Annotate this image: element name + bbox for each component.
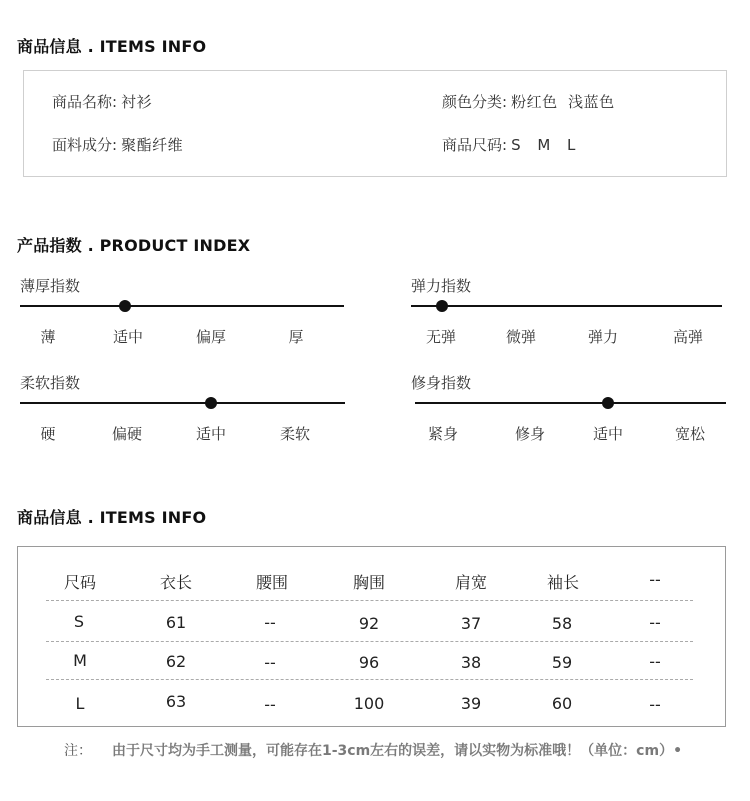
item-name-value: 衬衫 xyxy=(121,93,153,111)
item-material xyxy=(52,134,183,155)
table-divider xyxy=(46,641,693,642)
section-title-size-info: 商品信息 . ITEMS INFO xyxy=(17,508,207,527)
thickness-tick: 适中 xyxy=(112,328,144,346)
fit-tick: 紧身 xyxy=(427,425,459,443)
table-cell: -- xyxy=(649,652,661,671)
size-table-header: 胸围 xyxy=(352,573,386,592)
softness-index-label: 柔软指数 xyxy=(20,374,81,392)
thickness-index-knob xyxy=(119,300,131,312)
table-cell: 38 xyxy=(460,653,482,672)
item-material-label: 面料成分: xyxy=(52,136,118,154)
item-color-label: 颜色分类: xyxy=(442,93,508,111)
fit-tick: 适中 xyxy=(592,425,624,443)
table-cell: -- xyxy=(264,695,276,714)
size-table-header: -- xyxy=(649,570,661,589)
item-name-label: 商品名称: xyxy=(52,93,118,111)
size-table-header: 衣长 xyxy=(159,573,193,592)
table-cell: 61 xyxy=(165,613,187,632)
size-table-header: 袖长 xyxy=(546,573,580,592)
softness-index-knob xyxy=(205,397,217,409)
size-table-header: 尺码 xyxy=(63,573,97,592)
table-cell: -- xyxy=(649,695,661,714)
size-table-header: 肩宽 xyxy=(454,573,488,592)
item-size-label: 商品尺码: xyxy=(442,136,508,154)
softness-tick: 适中 xyxy=(195,425,227,443)
table-cell: 60 xyxy=(551,694,573,713)
thickness-tick: 厚 xyxy=(288,328,304,346)
section-title-product-index: 产品指数 . PRODUCT INDEX xyxy=(17,236,251,255)
note-text: 由于尺寸均为手工测量，可能存在1-3cm左右的误差，请以实物为标准哦！（单位：cm）• xyxy=(112,743,683,759)
thickness-index-label: 薄厚指数 xyxy=(20,277,81,295)
fit-tick: 宽松 xyxy=(674,425,706,443)
fit-tick: 修身 xyxy=(514,425,546,443)
softness-tick: 柔软 xyxy=(279,425,311,443)
elasticity-tick: 无弹 xyxy=(425,328,457,346)
item-color-value: 粉红色 浅蓝色 xyxy=(511,93,615,111)
section-title-items-info: 商品信息 . ITEMS INFO xyxy=(17,37,207,56)
table-cell: 39 xyxy=(460,694,482,713)
table-cell: 100 xyxy=(353,694,385,713)
item-material-value: 聚酯纤维 xyxy=(121,136,184,154)
table-divider xyxy=(46,679,693,680)
elasticity-tick: 弹力 xyxy=(587,328,619,346)
table-cell-size: M xyxy=(73,651,87,670)
elasticity-index-track xyxy=(411,305,722,307)
table-cell: 63 xyxy=(165,692,187,711)
table-cell: 58 xyxy=(551,614,573,633)
table-divider xyxy=(46,600,693,601)
item-size-value: S M L xyxy=(511,136,582,154)
thickness-tick: 偏厚 xyxy=(195,328,227,346)
item-info-box xyxy=(23,70,727,177)
table-cell: 37 xyxy=(460,614,482,633)
table-cell-size: S xyxy=(73,612,85,631)
thickness-index-track xyxy=(20,305,344,307)
item-name xyxy=(52,91,152,112)
fit-index-label: 修身指数 xyxy=(411,374,472,392)
thickness-tick: 薄 xyxy=(40,328,56,346)
table-cell: -- xyxy=(264,613,276,632)
elasticity-index-knob xyxy=(436,300,448,312)
note-label: 注： xyxy=(64,743,92,759)
table-cell-size: L xyxy=(75,694,85,713)
elasticity-tick: 微弹 xyxy=(505,328,537,346)
table-cell: 92 xyxy=(358,614,380,633)
item-size xyxy=(442,134,581,155)
size-table-header: 腰围 xyxy=(255,573,289,592)
table-cell: 96 xyxy=(358,653,380,672)
softness-tick: 硬 xyxy=(40,425,56,443)
table-cell: -- xyxy=(264,653,276,672)
softness-tick: 偏硬 xyxy=(111,425,143,443)
table-cell: 59 xyxy=(551,653,573,672)
fit-index-knob xyxy=(602,397,614,409)
table-cell: 62 xyxy=(165,652,187,671)
fit-index-track xyxy=(415,402,726,404)
table-cell: -- xyxy=(649,613,661,632)
item-color xyxy=(442,91,615,112)
elasticity-tick: 高弹 xyxy=(672,328,704,346)
elasticity-index-label: 弹力指数 xyxy=(411,277,472,295)
softness-index-track xyxy=(20,402,345,404)
